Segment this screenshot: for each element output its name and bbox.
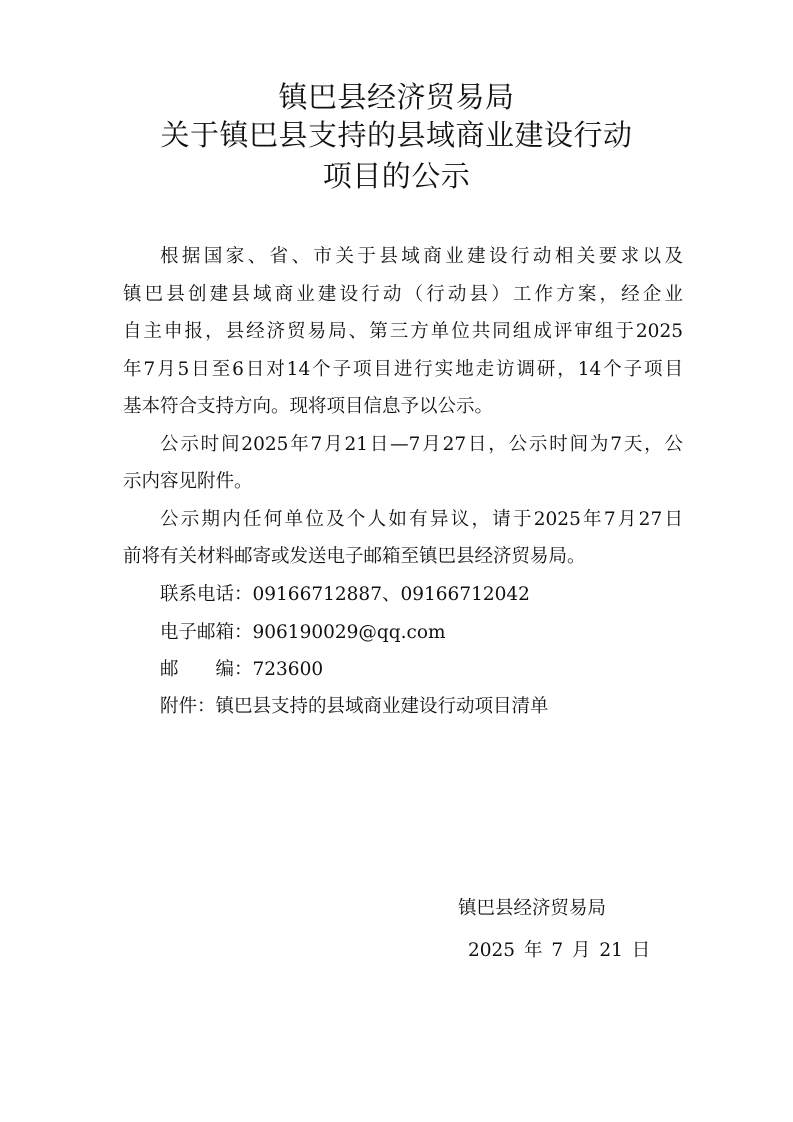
title-line-3: 项目的公示 xyxy=(322,159,471,193)
title-line-2: 关于镇巴县支持的县域商业建设行动 xyxy=(160,118,633,152)
signature-date: 2025 年 7 月 21 日 xyxy=(468,940,651,961)
paragraph-1-line-2: 镇巴县创建县域商业建设行动（行动县）工作方案，经企业 xyxy=(123,284,683,305)
paragraph-1-line-4: 年7月5日至6日对14个子项目进行实地走访调研，14个子项目 xyxy=(123,359,683,380)
contact-phone: 联系电话：09166712887、09166712042 xyxy=(160,584,530,605)
paragraph-2-line-1: 公示时间2025年7月21日—7月27日，公示时间为7天，公 xyxy=(160,434,683,455)
paragraph-3-line-2: 前将有关材料邮寄或发送电子邮箱至镇巴县经济贸易局。 xyxy=(123,546,586,567)
signature-organization: 镇巴县经济贸易局 xyxy=(458,898,607,919)
paragraph-1-line-3: 自主申报，县经济贸易局、第三方单位共同组成评审组于2025 xyxy=(123,321,683,342)
attachment-line: 附件：镇巴县支持的县域商业建设行动项目清单 xyxy=(160,696,549,717)
paragraph-3-line-1: 公示期内任何单位及个人如有异议，请于2025年7月27日 xyxy=(160,509,683,530)
title-line-1: 镇巴县经济贸易局 xyxy=(278,80,515,114)
contact-email: 电子邮箱：906190029@qq.com xyxy=(160,622,446,643)
contact-postcode: 邮 编：723600 xyxy=(160,659,324,680)
paragraph-1-line-1: 根据国家、省、市关于县域商业建设行动相关要求以及 xyxy=(160,246,683,267)
paragraph-2-line-2: 示内容见附件。 xyxy=(123,471,253,492)
paragraph-1-line-5: 基本符合支持方向。现将项目信息予以公示。 xyxy=(123,396,494,417)
